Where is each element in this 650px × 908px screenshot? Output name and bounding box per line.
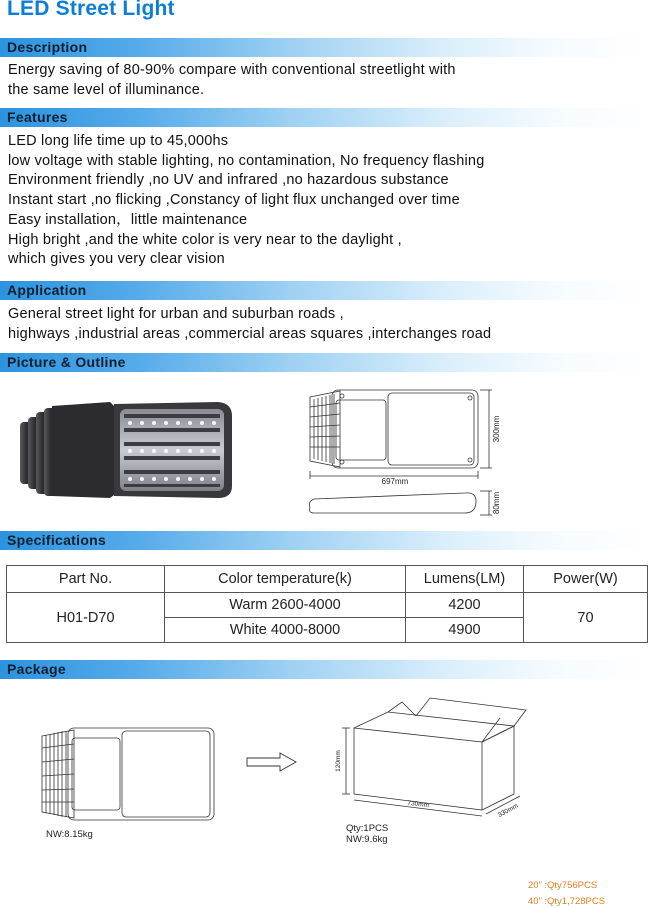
section-heading-description: Description [7,39,88,55]
specifications-table [6,565,648,643]
box-length-label: 730mm [406,799,430,810]
arrow-right-icon [246,752,298,772]
application-line: General street light for urban and suburban roads , [8,306,344,322]
product-net-weight: NW:8.15kg [46,829,93,840]
color-temp-cell: White 4000-8000 [165,618,406,643]
outline-drawing [300,385,505,520]
section-heading-package: Package [7,661,66,677]
feature-line: Environment friendly ,no UV and infrared ,no hazardous substance [8,172,449,189]
section-bar-specifications [0,531,650,550]
table-row [7,593,648,618]
box-net-weight: NW:9.6kg [346,834,388,845]
outline-depth-label: 80mm [492,491,501,515]
package-product-outline [38,724,218,824]
container-40-quantity: 40” :Qty1,728PCS [528,896,606,907]
description-line: Energy saving of 80-90% compare with conventional streetlight with [8,62,456,78]
section-bar-description [0,38,650,57]
box-quantity: Qty:1PCS [346,823,389,834]
lumens-cell: 4900 [406,618,524,643]
box-width-label: 330mm [497,802,520,819]
container-20-quantity: 20” :Qty756PCS [528,880,598,891]
street-light-photo [18,400,236,500]
application-line: highways ,industrial areas ,commercial areas squares ,interchanges road [8,325,492,342]
feature-line: Easy installation，little maintenance [8,211,248,228]
application-text [8,305,491,344]
package-box-drawing [330,696,535,821]
header-power: Power(W) [524,566,648,593]
outline-width-label: 697mm [381,477,409,486]
section-heading-picture: Picture & Outline [7,354,126,370]
section-heading-features: Features [7,109,68,125]
section-heading-specifications: Specifications [7,532,107,548]
part-no-cell: H01-D70 [7,593,165,643]
box-height-label: 120mm [335,750,342,772]
feature-line: Instant start ,no flicking ,Constancy of light flux unchanged over time [8,192,460,209]
section-bar-features [0,108,650,127]
section-bar-picture [0,353,650,372]
page-title: LED Street Light [7,0,175,20]
feature-line: which gives you very clear vision [8,251,225,268]
color-temp-cell: Warm 2600-4000 [165,593,406,618]
description-text [8,61,456,100]
feature-line: low voltage with stable lighting, no contamination, No frequency flashing [8,152,485,169]
section-heading-application: Application [7,282,87,298]
header-lumens: Lumens(LM) [406,566,524,593]
header-part-no: Part No. [7,566,165,593]
section-bar-package [0,660,650,679]
feature-line: LED long life time up to 45,000hs [8,133,229,149]
table-header-row [7,566,648,593]
section-bar-application [0,281,650,300]
power-cell: 70 [524,593,648,643]
outline-height-label: 300mm [492,415,501,443]
description-line: the same level of illuminance. [8,81,205,98]
header-color-temperature: Color temperature(k) [165,566,406,593]
features-list [8,132,484,270]
feature-line: High bright ,and the white color is very near to the daylight , [8,231,402,248]
lumens-cell: 4200 [406,593,524,618]
